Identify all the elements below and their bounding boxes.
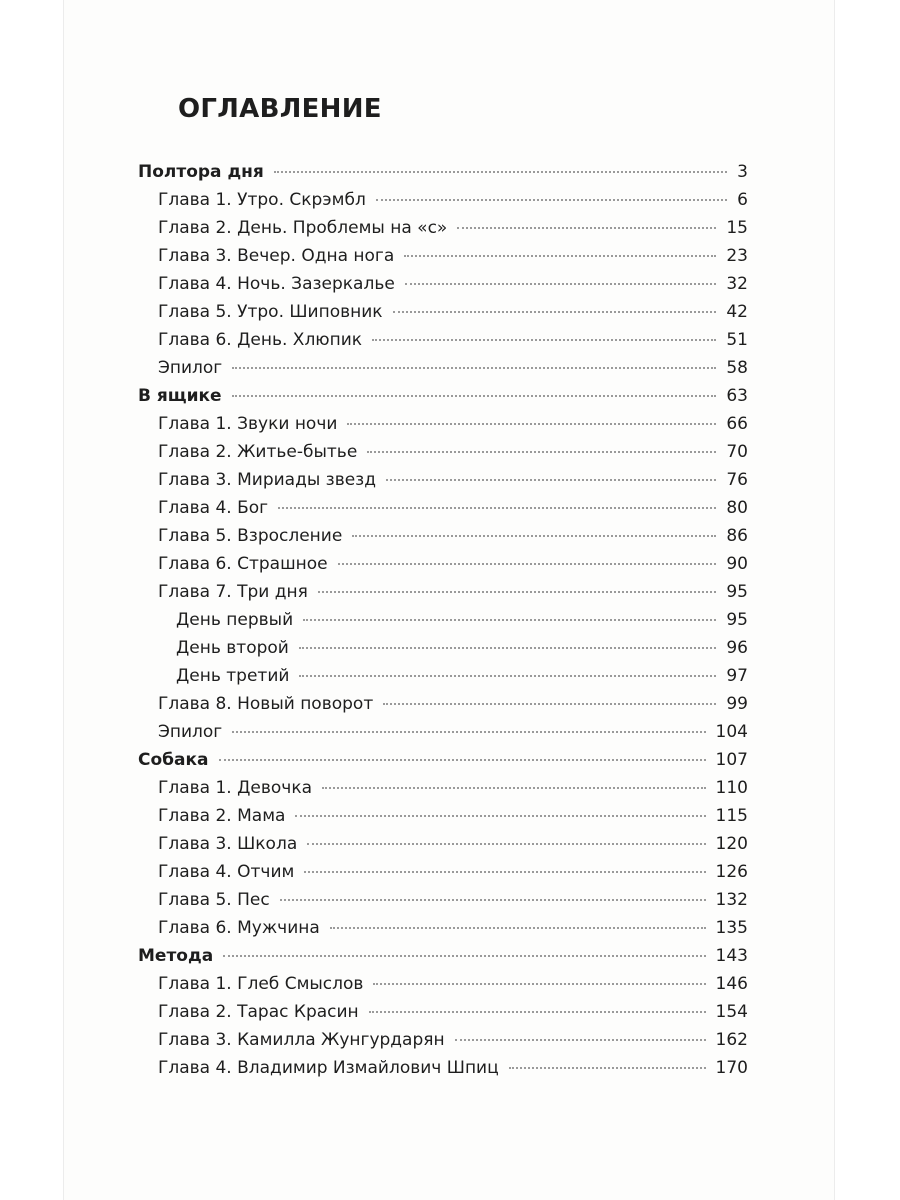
toc-entry-title: День второй bbox=[176, 638, 289, 658]
toc-entry bbox=[138, 858, 748, 886]
toc-entry-title: Метода bbox=[138, 946, 214, 966]
toc-entry bbox=[138, 466, 748, 494]
toc-page-number: 90 bbox=[726, 554, 748, 574]
toc-entry-title: День первый bbox=[176, 610, 294, 630]
toc-entry-title: Глава 1. Глеб Смыслов bbox=[158, 974, 364, 994]
toc-entry-title: Глава 4. Отчим bbox=[158, 862, 295, 882]
toc-entry bbox=[138, 634, 748, 662]
toc-page-number: 42 bbox=[726, 302, 748, 322]
toc-entry bbox=[138, 886, 748, 914]
toc-entry-title: Глава 4. Ночь. Зазеркалье bbox=[158, 274, 395, 294]
toc-entry bbox=[138, 970, 748, 998]
toc-page-number: 15 bbox=[726, 218, 748, 238]
dot-leader bbox=[219, 759, 706, 761]
toc-entry bbox=[138, 774, 748, 802]
toc-entry bbox=[138, 606, 748, 634]
dot-leader bbox=[278, 507, 716, 509]
toc-page-number: 126 bbox=[715, 862, 748, 882]
toc-part-entry bbox=[138, 158, 748, 186]
toc-entry bbox=[138, 354, 748, 382]
table-of-contents bbox=[138, 158, 748, 1082]
toc-entry bbox=[138, 186, 748, 214]
toc-page-number: 80 bbox=[726, 498, 748, 518]
toc-entry-title: Глава 7. Три дня bbox=[158, 582, 308, 602]
toc-page-number: 63 bbox=[726, 386, 748, 406]
toc-page-number: 95 bbox=[726, 582, 748, 602]
dot-leader bbox=[338, 563, 717, 565]
toc-entry bbox=[138, 578, 748, 606]
toc-entry bbox=[138, 494, 748, 522]
dot-leader bbox=[299, 675, 716, 677]
toc-entry-title: Собака bbox=[138, 750, 209, 770]
toc-entry-title: Глава 5. Взросление bbox=[158, 526, 343, 546]
toc-entry bbox=[138, 438, 748, 466]
dot-leader bbox=[372, 339, 716, 341]
toc-entry-title: Глава 1. Утро. Скрэмбл bbox=[158, 190, 366, 210]
toc-entry-title: Глава 8. Новый поворот bbox=[158, 694, 374, 714]
toc-entry-title: Полтора дня bbox=[138, 162, 264, 182]
toc-page-number: 120 bbox=[715, 834, 748, 854]
dot-leader bbox=[373, 983, 705, 985]
toc-entry-title: Глава 2. Житье-бытье bbox=[158, 442, 358, 462]
dot-leader bbox=[223, 955, 705, 957]
dot-leader bbox=[318, 591, 717, 593]
toc-page-number: 6 bbox=[737, 190, 748, 210]
toc-page-number: 51 bbox=[726, 330, 748, 350]
toc-page-number: 115 bbox=[715, 806, 748, 826]
toc-entry-title: Глава 5. Пес bbox=[158, 890, 270, 910]
dot-leader bbox=[330, 927, 706, 929]
toc-entry bbox=[138, 802, 748, 830]
toc-entry-title: Глава 1. Девочка bbox=[158, 778, 313, 798]
page-title: ОГЛАВЛЕНИЕ bbox=[178, 94, 382, 124]
toc-entry-title: День третий bbox=[176, 666, 290, 686]
dot-leader bbox=[322, 787, 706, 789]
toc-page-number: 154 bbox=[715, 1002, 748, 1022]
toc-entry-title: Глава 3. Камилла Жунгурдарян bbox=[158, 1030, 445, 1050]
toc-entry bbox=[138, 914, 748, 942]
toc-page-number: 170 bbox=[715, 1058, 748, 1078]
dot-leader bbox=[232, 731, 705, 733]
toc-entry bbox=[138, 1054, 748, 1082]
toc-page-number: 110 bbox=[715, 778, 748, 798]
dot-leader bbox=[376, 199, 727, 201]
toc-entry bbox=[138, 242, 748, 270]
toc-entry bbox=[138, 270, 748, 298]
toc-page-number: 143 bbox=[715, 946, 748, 966]
toc-entry-title: Глава 3. Мириады звезд bbox=[158, 470, 376, 490]
dot-leader bbox=[404, 255, 716, 257]
toc-entry-title: Глава 1. Звуки ночи bbox=[158, 414, 338, 434]
toc-entry-title: Глава 6. Страшное bbox=[158, 554, 328, 574]
toc-page-number: 162 bbox=[715, 1030, 748, 1050]
dot-leader bbox=[280, 899, 706, 901]
toc-page-number: 99 bbox=[726, 694, 748, 714]
toc-entry-title: Эпилог bbox=[158, 358, 223, 378]
toc-entry-title: Глава 2. Мама bbox=[158, 806, 286, 826]
toc-page-number: 70 bbox=[726, 442, 748, 462]
toc-part-entry bbox=[138, 382, 748, 410]
dot-leader bbox=[295, 815, 705, 817]
toc-page-number: 104 bbox=[715, 722, 748, 742]
dot-leader bbox=[367, 451, 716, 453]
toc-page-number: 3 bbox=[737, 162, 748, 182]
toc-entry bbox=[138, 410, 748, 438]
dot-leader bbox=[232, 367, 716, 369]
dot-leader bbox=[455, 1039, 706, 1041]
dot-leader bbox=[307, 843, 705, 845]
dot-leader bbox=[383, 703, 716, 705]
toc-entry bbox=[138, 998, 748, 1026]
dot-leader bbox=[509, 1067, 706, 1069]
toc-entry-title: Глава 2. Тарас Красин bbox=[158, 1002, 359, 1022]
dot-leader bbox=[405, 283, 717, 285]
dot-leader bbox=[393, 311, 717, 313]
dot-leader bbox=[352, 535, 716, 537]
toc-page-number: 95 bbox=[726, 610, 748, 630]
dot-leader bbox=[347, 423, 716, 425]
toc-page-number: 66 bbox=[726, 414, 748, 434]
toc-entry bbox=[138, 214, 748, 242]
toc-entry bbox=[138, 326, 748, 354]
dot-leader bbox=[232, 395, 717, 397]
toc-part-entry bbox=[138, 942, 748, 970]
toc-entry bbox=[138, 830, 748, 858]
toc-entry bbox=[138, 298, 748, 326]
toc-page-number: 107 bbox=[715, 750, 748, 770]
dot-leader bbox=[304, 871, 705, 873]
toc-entry-title: Глава 4. Владимир Измайлович Шпиц bbox=[158, 1058, 499, 1078]
toc-page-number: 132 bbox=[715, 890, 748, 910]
toc-page-number: 96 bbox=[726, 638, 748, 658]
dot-leader bbox=[386, 479, 716, 481]
toc-page-number: 76 bbox=[726, 470, 748, 490]
toc-page-number: 97 bbox=[726, 666, 748, 686]
toc-entry bbox=[138, 550, 748, 578]
toc-page-number: 135 bbox=[715, 918, 748, 938]
toc-entry-title: Глава 3. Вечер. Одна нога bbox=[158, 246, 395, 266]
dot-leader bbox=[369, 1011, 706, 1013]
toc-part-entry bbox=[138, 746, 748, 774]
toc-entry-title: Эпилог bbox=[158, 722, 223, 742]
toc-page-number: 32 bbox=[726, 274, 748, 294]
dot-leader bbox=[274, 171, 727, 173]
dot-leader bbox=[457, 227, 716, 229]
toc-entry bbox=[138, 522, 748, 550]
toc-entry-title: Глава 5. Утро. Шиповник bbox=[158, 302, 383, 322]
toc-entry bbox=[138, 718, 748, 746]
toc-entry bbox=[138, 662, 748, 690]
toc-entry bbox=[138, 690, 748, 718]
toc-entry-title: Глава 6. День. Хлюпик bbox=[158, 330, 363, 350]
toc-entry-title: В ящике bbox=[138, 386, 222, 406]
toc-page-number: 86 bbox=[726, 526, 748, 546]
toc-entry-title: Глава 6. Мужчина bbox=[158, 918, 320, 938]
dot-leader bbox=[299, 647, 717, 649]
toc-page-number: 58 bbox=[726, 358, 748, 378]
toc-entry-title: Глава 3. Школа bbox=[158, 834, 298, 854]
dot-leader bbox=[303, 619, 716, 621]
toc-page-number: 146 bbox=[715, 974, 748, 994]
toc-entry bbox=[138, 1026, 748, 1054]
toc-entry-title: Глава 4. Бог bbox=[158, 498, 269, 518]
toc-entry-title: Глава 2. День. Проблемы на «с» bbox=[158, 218, 448, 238]
toc-page-number: 23 bbox=[726, 246, 748, 266]
